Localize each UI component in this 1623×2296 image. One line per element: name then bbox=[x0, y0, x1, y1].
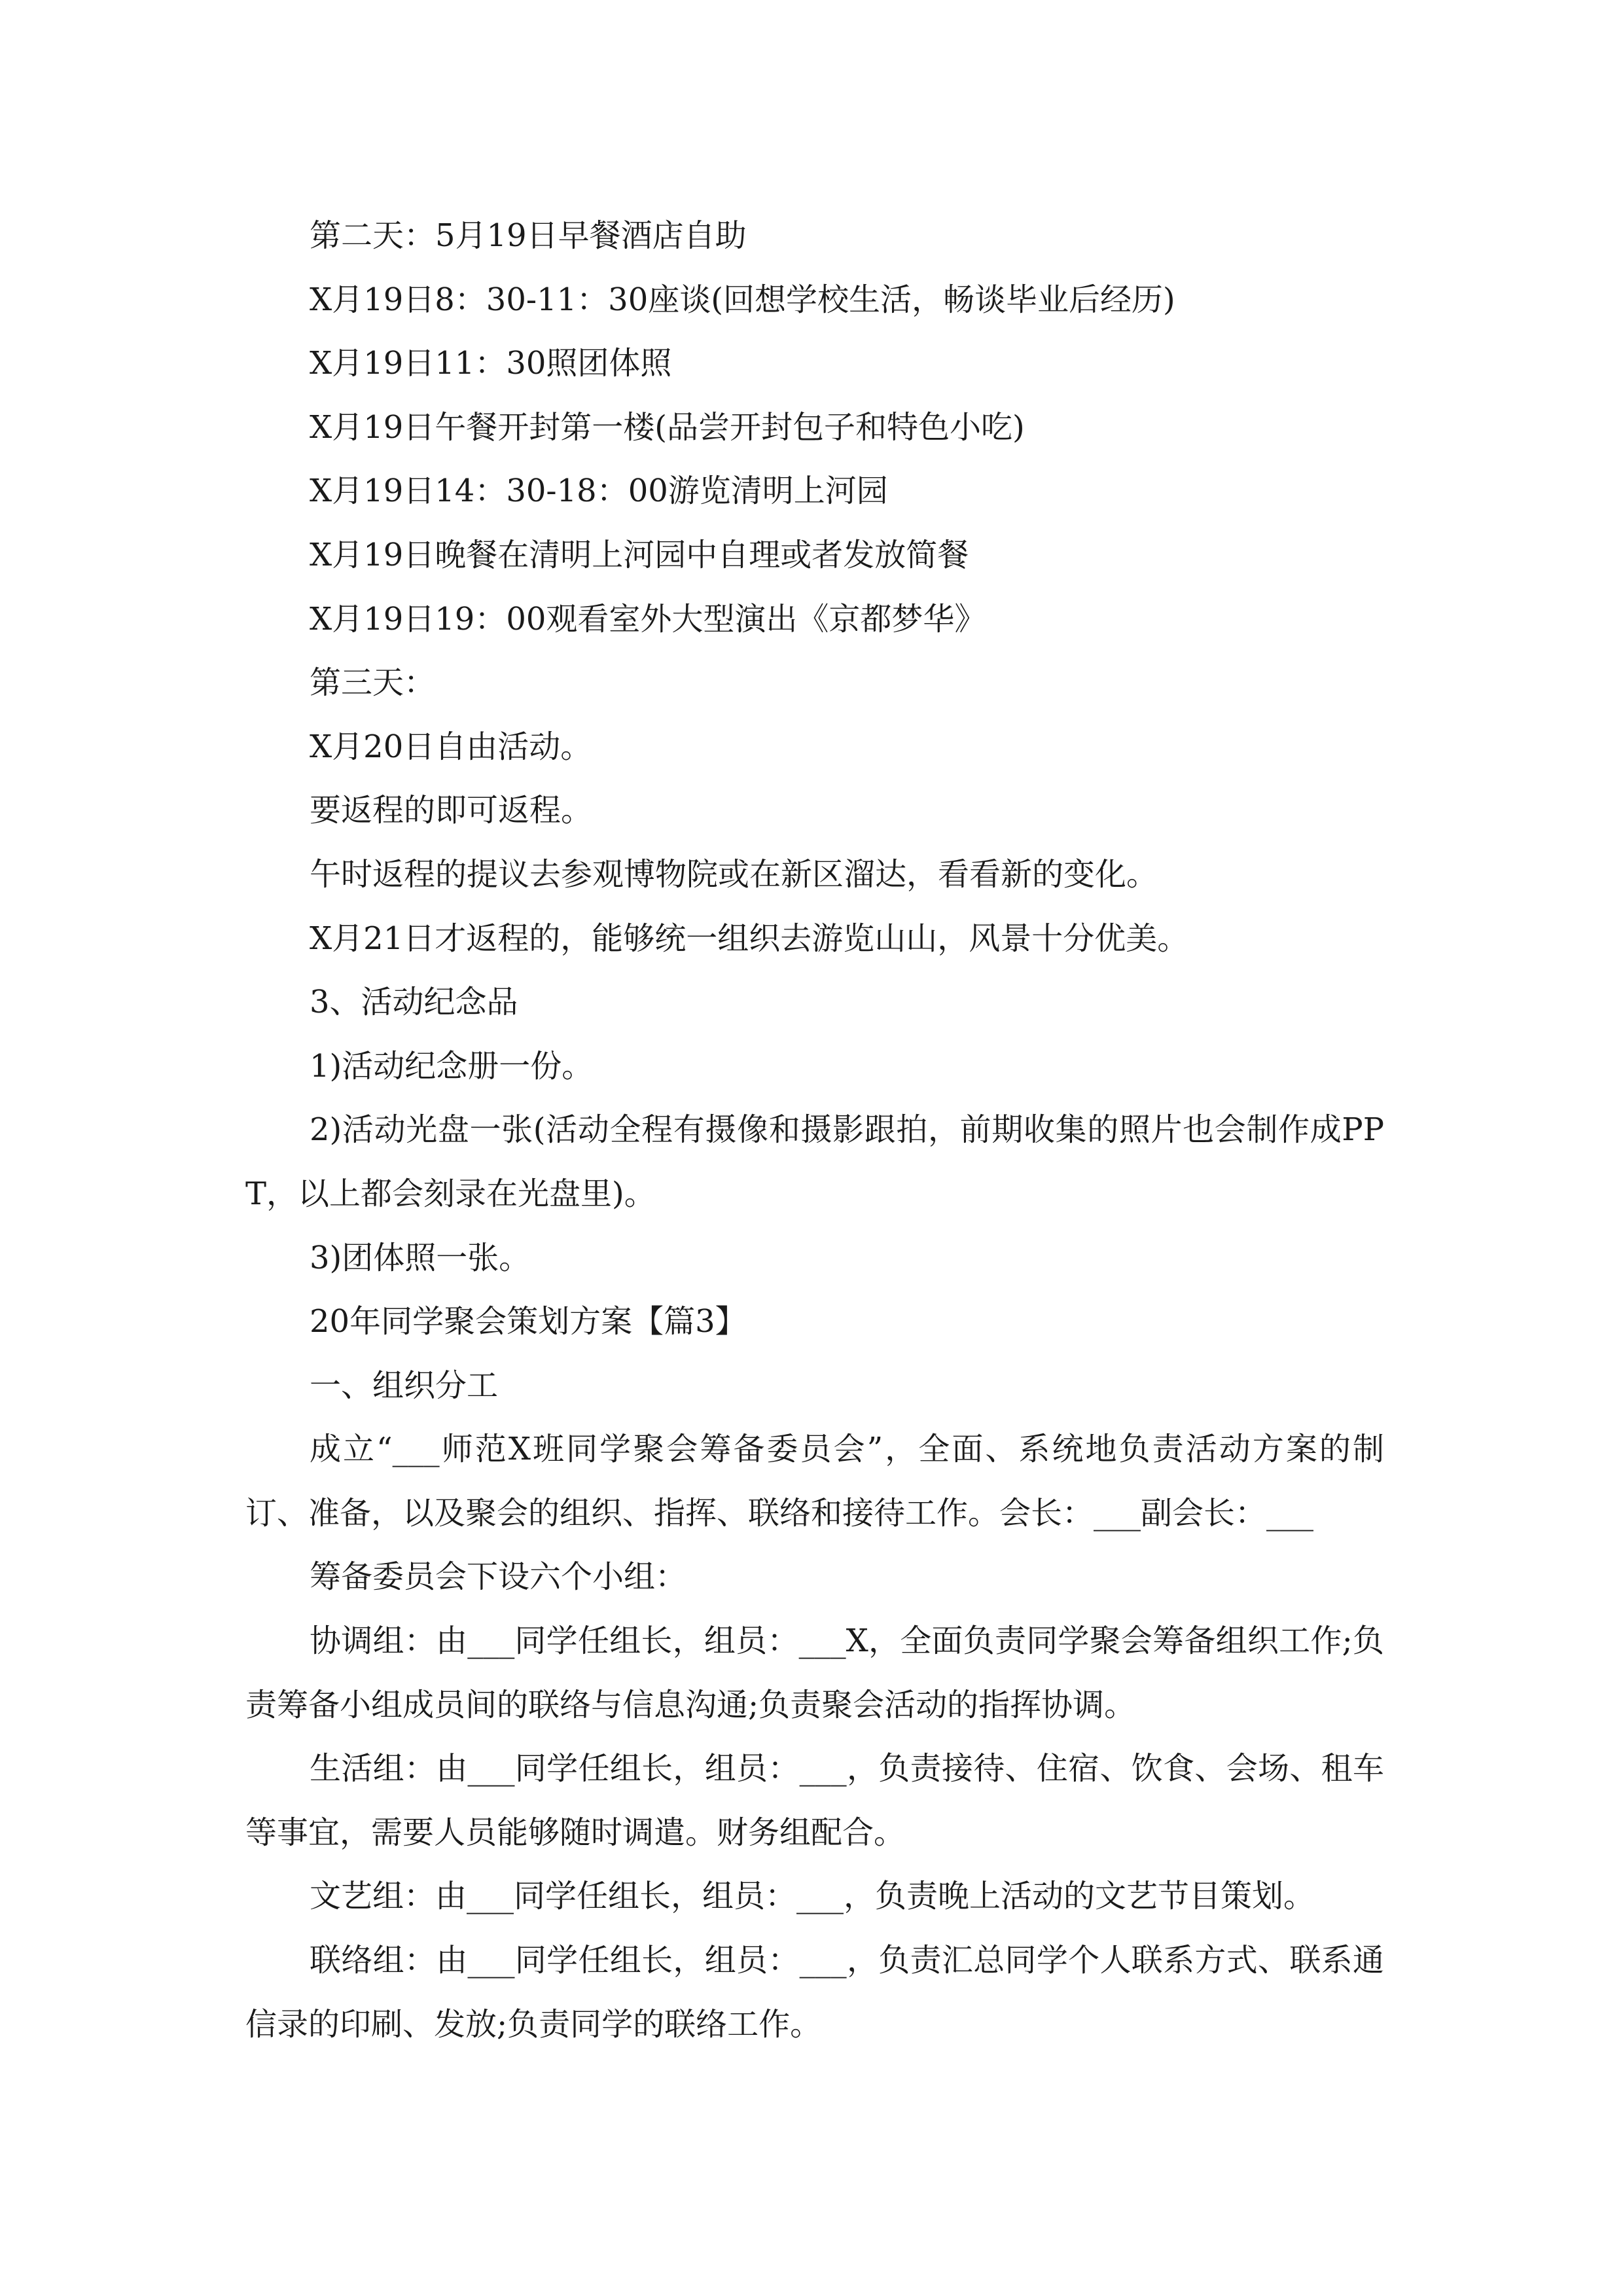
list-item-souvenir-disc: 2)活动光盘一张(活动全程有摄像和摄影跟拍，前期收集的照片也会制作成PPT，以上都会刻录在光盘里)。 bbox=[245, 1111, 1384, 1212]
paragraph-return: 要返程的即可返程。 bbox=[310, 792, 593, 829]
paragraph-tour: X月19日14：30-18：00游览清明上河园 bbox=[310, 473, 888, 510]
paragraph-logistics-group: 生活组：由___同学任组长，组员：___，负责接待、住宿、饮食、会场、租车等事宜，需要人员能够随时调遣。财务组配合。 bbox=[245, 1750, 1384, 1851]
article-title-part3: 20年同学聚会策划方案【篇3】 bbox=[310, 1303, 747, 1340]
paragraph-show: X月19日19：00观看室外大型演出《京都梦华》 bbox=[310, 600, 986, 637]
paragraph-dinner: X月19日晚餐在清明上河园中自理或者发放简餐 bbox=[310, 536, 969, 573]
list-item-souvenir-photo: 3)团体照一张。 bbox=[310, 1239, 531, 1276]
paragraph-coordination-group: 协调组：由___同学任组长，组员：___X，全面负责同学聚会筹备组织工作;负责筹备小组成员间的联络与信息沟通;负责聚会活动的指挥协调。 bbox=[245, 1623, 1384, 1723]
paragraph-museum: 午时返程的提议去参观博物院或在新区溜达，看看新的变化。 bbox=[310, 855, 1158, 893]
paragraph-subgroups-intro: 筹备委员会下设六个小组： bbox=[310, 1558, 687, 1596]
paragraph-day2-breakfast: 第二天：5月19日早餐酒店自助 bbox=[310, 217, 747, 254]
paragraph-day3-heading: 第三天： bbox=[310, 664, 436, 702]
list-item-souvenir-booklet: 1)活动纪念册一份。 bbox=[310, 1047, 594, 1085]
paragraph-liaison-group: 联络组：由___同学任组长，组员：___，负责汇总同学个人联系方式、联系通信录的印刷、发放;负责同学的联络工作。 bbox=[245, 1942, 1384, 2043]
paragraph-committee: 成立“___师范X班同学聚会筹备委员会”，全面、系统地负责活动方案的制订、准备，以及聚会的组织、指挥、联络和接待工作。会长：___副会长：___ bbox=[245, 1431, 1384, 1532]
paragraph-seminar: X月19日8：30-11：30座谈(回想学校生活，畅谈毕业后经历) bbox=[310, 281, 1175, 318]
paragraph-free-activity: X月20日自由活动。 bbox=[310, 728, 592, 765]
paragraph-lunch: X月19日午餐开封第一楼(品尝开封包子和特色小吃) bbox=[310, 408, 1025, 446]
paragraph-arts-group: 文艺组：由___同学任组长，组员：___，负责晚上活动的文艺节目策划。 bbox=[310, 1878, 1315, 1915]
paragraph-mountain-tour: X月21日才返程的，能够统一组织去游览山山，风景十分优美。 bbox=[310, 920, 1189, 957]
paragraph-group-photo: X月19日11：30照团体照 bbox=[310, 345, 672, 382]
document-body bbox=[245, 204, 1384, 2056]
section-organization-heading: 一、组织分工 bbox=[310, 1367, 499, 1404]
section-souvenirs-heading: 3、活动纪念品 bbox=[310, 984, 518, 1021]
